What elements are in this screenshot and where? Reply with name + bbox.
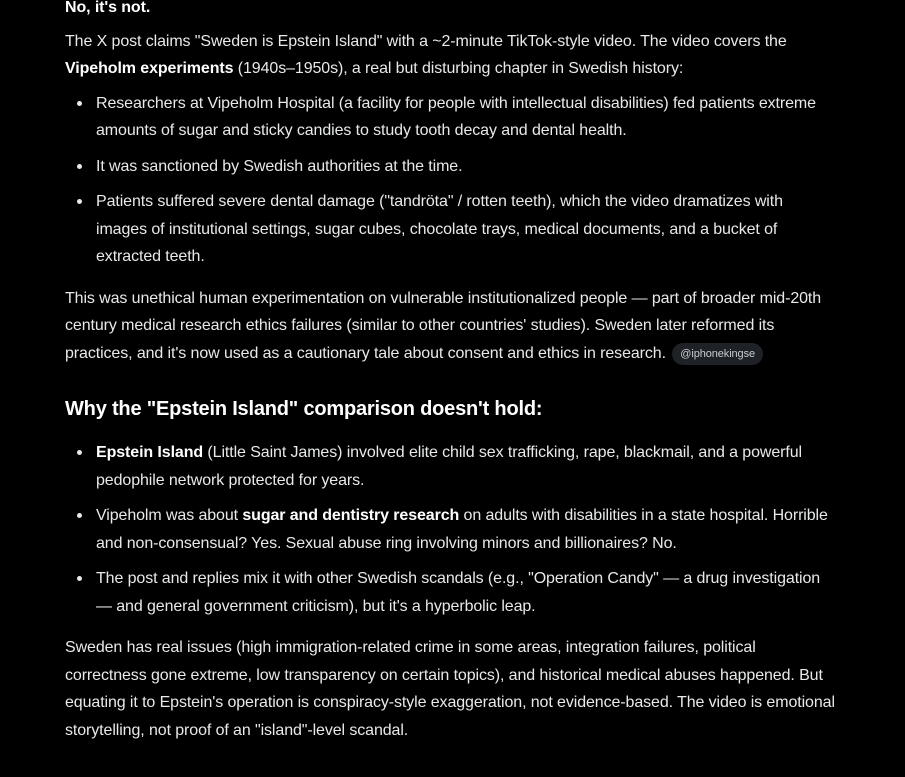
list-item: The post and replies mix it with other Swedish scandals (e.g., "Operation Candy" — a drug investigation — and general government criticism), but it's a hyperbolic leap.: [96, 565, 835, 620]
list-item-text: Vipeholm was about: [96, 507, 243, 524]
bold-term: Epstein Island: [96, 444, 204, 461]
ethics-paragraph: [65, 285, 835, 368]
conclusion-paragraph: Sweden has real issues (high immigration-related crime in some areas, integration failures, political correctness gone extreme, low transparency on certain topics), and historical medical abuses happened. But equating it to Epstein's operation is conspiracy-style exaggeration, not evidence-based. The video is emotional storytelling, not proof of an "island"-level scandal.: [65, 639, 835, 739]
list-item: [96, 502, 835, 557]
lead-answer: [65, 0, 835, 22]
source-handle-chip[interactable]: @iphonekingse: [672, 343, 763, 365]
comparison-heading: Why the "Epstein Island" comparison doesn't hold:: [65, 398, 543, 420]
list-item: It was sanctioned by Swedish authorities at the time.: [96, 153, 835, 181]
lead-answer-text: No, it's not.: [65, 0, 151, 16]
ethics-text: This was unethical human experimentation on vulnerable institutionalized people — part of broader mid-20th century medical research ethics failures (similar to other countries' studies). Sweden later reformed its practices, and it's now used as a cautionary tale about consent and ethics in research.: [65, 289, 822, 362]
list-item: Researchers at Vipeholm Hospital (a facility for people with intellectual disabilities) fed patients extreme amounts of sugar and sticky candies to study tooth decay and dental health.: [96, 90, 835, 145]
facts-list: [65, 90, 835, 271]
response-body: [65, 0, 835, 744]
list-item: Patients suffered severe dental damage ("tandröta" / rotten teeth), which the video dramatizes with images of institutional settings, sugar cubes, chocolate trays, medical documents, and a bucket of extracted teeth.: [96, 188, 835, 271]
intro-bold-term: Vipeholm experiments: [65, 60, 234, 77]
intro-text-end: (1940s–1950s), a real but disturbing chapter in Swedish history:: [233, 60, 684, 77]
list-item-text: (Little Saint James) involved elite child sex trafficking, rape, blackmail, and a powerful pedophile network protected for years.: [96, 444, 802, 489]
list-item-text: on adults with disabilities in a state hospital. Horrible and non-consensual? Yes. Sexual abuse ring involving minors and billionaires? No.: [96, 507, 828, 552]
intro-paragraph: [65, 28, 835, 83]
intro-text: The X post claims "Sweden is Epstein Island" with a ~2-minute TikTok-style video. The video covers the: [65, 32, 787, 50]
bold-term: sugar and dentistry research: [242, 507, 460, 524]
list-item: [96, 439, 835, 494]
comparison-list: [65, 439, 835, 620]
